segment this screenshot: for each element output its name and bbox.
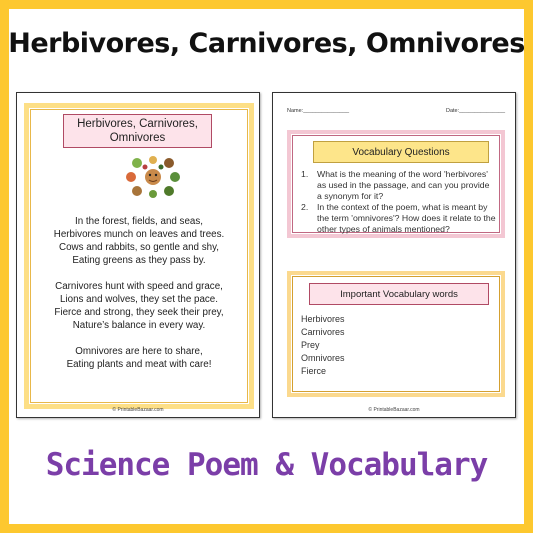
list-item: Carnivores bbox=[301, 327, 345, 337]
animals-illustration-icon bbox=[125, 155, 181, 199]
poem-page-footer: © PrintableBazaar.com bbox=[112, 407, 164, 413]
poem-title: Herbivores, Carnivores, Omnivores bbox=[63, 114, 212, 148]
banner-subtitle: Science Poem & Vocabulary bbox=[45, 447, 488, 483]
list-item: Fierce bbox=[301, 366, 327, 376]
vocabulary-questions-list bbox=[301, 169, 496, 235]
list-item: Herbivores bbox=[301, 314, 345, 324]
worksheet-page-footer: © PrintableBazaar.com bbox=[368, 407, 420, 413]
page-title: Herbivores, Carnivores, Omnivores bbox=[8, 28, 525, 59]
name-label: Name:_______________ bbox=[287, 108, 350, 114]
poem-page bbox=[16, 92, 260, 418]
worksheet-page bbox=[272, 92, 516, 418]
list-item: Prey bbox=[301, 340, 320, 350]
vocabulary-questions-box bbox=[287, 130, 505, 238]
poem-stanza: Carnivores hunt with speed and grace, Lions and wolves, they set the pace. Fierce and strong, they seek their prey, Nature’s balance in every way. bbox=[54, 281, 224, 331]
poem-body bbox=[39, 215, 239, 384]
list-item: 2. In the context of the poem, what is meant by the term 'omnivores'? How does it relate to the other types of animals mentioned? bbox=[301, 202, 496, 234]
important-words-list bbox=[301, 313, 345, 378]
date-label: Date:_______________ bbox=[445, 108, 505, 114]
important-words-title: Important Vocabulary words bbox=[309, 283, 489, 305]
poem-stanza: In the forest, fields, and seas, Herbivores munch on leaves and trees. Cows and rabbits, so gentle and shy, Eating greens as they pass by. bbox=[53, 216, 225, 266]
important-words-box bbox=[287, 271, 505, 397]
vocabulary-questions-title: Vocabulary Questions bbox=[313, 141, 489, 163]
list-item: 1. What is the meaning of the word 'herbivores' as used in the passage, and can you provide a synonym for it? bbox=[301, 169, 490, 201]
poem-stanza: Omnivores are here to share, Eating plants and meat with care! bbox=[66, 346, 212, 370]
list-item: Omnivores bbox=[301, 353, 345, 363]
